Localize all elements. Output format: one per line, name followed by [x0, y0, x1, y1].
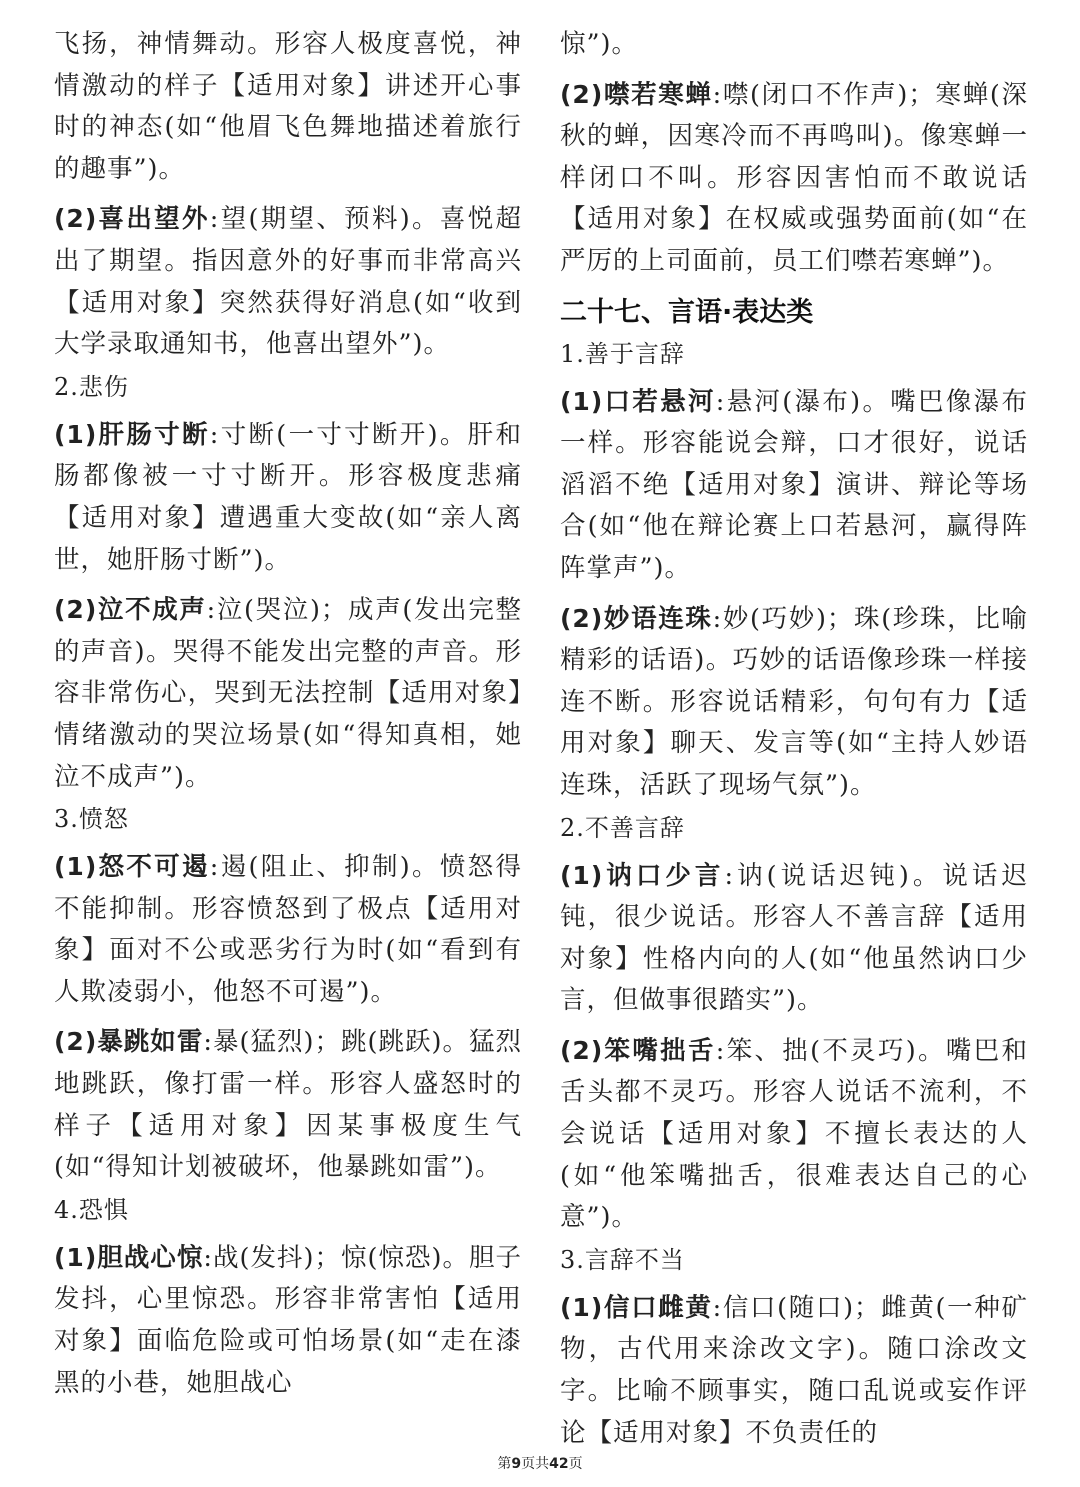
idiom-entry: [560, 1030, 1028, 1239]
idiom-term: 口若悬河: [603, 386, 716, 417]
idiom-term: 怒不可遏: [97, 852, 210, 883]
entry-number: (1): [54, 1242, 98, 1272]
entry-number: (1): [54, 419, 98, 449]
idiom-explanation: :信口(随口)；雌黄(一种矿物，古代用来涂改文字)。随口涂改文字。比喻不顾事实，随口乱说或妄作评论【适用对象】不负责任的: [560, 1292, 1028, 1448]
footer-suffix: 页: [568, 1456, 583, 1472]
idiom-explanation: :噤(闭口不作声)；寒蝉(深秋的蝉，因寒冷而不再鸣叫)。像寒蝉一样闭口不叫。形容因害怕而不敢说话【适用对象】在权威或强势面前(如“在严厉的上司面前，员工们噤若寒蝉”)。: [560, 79, 1028, 276]
entry-number: (1): [560, 386, 604, 416]
subcategory-heading: 2.悲伤: [54, 372, 129, 401]
idiom-explanation: :望(期望、预料)。喜悦超出了期望。指因意外的好事而非常高兴【适用对象】突然获得好消息(如“收到大学录取通知书，他喜出望外”)。: [54, 204, 522, 360]
left-column: [54, 24, 522, 1404]
idiom-term: 讷口少言: [603, 860, 725, 891]
subcategory-heading: 3.言辞不当: [560, 1245, 685, 1274]
subcategory-heading: 1.善于言辞: [560, 339, 685, 368]
subcategory-heading: 3.愤怒: [54, 805, 129, 834]
entry-number: (2): [54, 595, 98, 625]
entry-number: (1): [560, 860, 604, 890]
idiom-term: 喜出望外: [97, 204, 210, 235]
idiom-entry: [54, 589, 522, 798]
idiom-explanation: :笨、拙(不灵巧)。嘴巴和舌头都不灵巧。形容人说话不流利，不会说话【适用对象】不擅长表达的人(如“他笨嘴拙舌，很难表达自己的心意”)。: [560, 1035, 1028, 1233]
idiom-entry: [560, 598, 1028, 807]
idiom-term: 肝肠寸断: [97, 419, 210, 450]
idiom-term: 噤若寒蝉: [603, 79, 713, 110]
idiom-explanation: :妙(巧妙)；珠(珍珠，比喻精彩的话语)。巧妙的话语像珍珠一样接连不断。形容说话精彩，句句有力【适用对象】聊天、发言等(如“主持人妙语连珠，活跃了现场气氛”)。: [560, 603, 1028, 800]
idiom-term: 笨嘴拙舌: [603, 1035, 716, 1066]
idiom-explanation: :寸断(一寸寸断开)。肝和肠都像被一寸寸断开。形容极度悲痛【适用对象】遭遇重大变故(如“亲人离世，她肝肠寸断”)。: [54, 419, 522, 575]
idiom-term: 胆战心惊: [97, 1242, 204, 1273]
idiom-explanation: :战(发抖)；惊(惊恐)。胆子发抖，心里惊恐。形容非常害怕【适用对象】面临危险或可怕场景(如“走在漆黑的小巷，她胆战心: [54, 1242, 522, 1398]
idiom-entry: [54, 1237, 522, 1404]
continued-entry-text: 惊”)。: [560, 29, 638, 59]
right-column: [560, 24, 1028, 1454]
idiom-term: 妙语连珠: [603, 603, 713, 634]
idiom-term: 信口雌黄: [603, 1292, 713, 1323]
entry-number: (2): [560, 1035, 604, 1065]
idiom-explanation: :泣(哭泣)；成声(发出完整的声音)。哭得不能发出完整的声音。形容非常伤心，哭到无法控制【适用对象】情绪激动的哭泣场景(如“得知真相，她泣不成声”)。: [54, 595, 522, 792]
page-footer: [0, 1453, 1080, 1473]
entry-number: (2): [54, 1027, 98, 1057]
idiom-entry: [54, 846, 522, 1013]
footer-mid: 页共: [521, 1456, 550, 1472]
entry-number: (2): [560, 603, 604, 633]
idiom-entry: [560, 74, 1028, 283]
idiom-term: 暴跳如雷: [97, 1027, 204, 1058]
idiom-entry: [560, 1287, 1028, 1454]
entry-number: (1): [560, 1292, 604, 1322]
idiom-explanation: :暴(猛烈)；跳(跳跃)。猛烈地跳跃，像打雷一样。形容人盛怒时的样子【适用对象】因某事极度生气(如“得知计划被破坏，他暴跳如雷”)。: [54, 1027, 522, 1183]
section-heading: 二十七、言语·表达类: [560, 296, 814, 328]
entry-number: (2): [560, 79, 604, 109]
subcategory-heading: 4.恐惧: [54, 1195, 129, 1224]
idiom-entry: [54, 1021, 522, 1188]
continued-entry-text: 飞扬，神情舞动。形容人极度喜悦，神情激动的样子【适用对象】讲述开心事时的神态(如“他眉飞色舞地描述着旅行的趣事”)。: [54, 29, 522, 184]
footer-total-pages: 42: [549, 1456, 569, 1472]
footer-page-number: 9: [511, 1456, 522, 1472]
entry-number: (2): [54, 204, 98, 234]
idiom-explanation: :悬河(瀑布)。嘴巴像瀑布一样。形容能说会辩，口才很好，说话滔滔不绝【适用对象】演讲、辩论等场合(如“他在辩论赛上口若悬河，赢得阵阵掌声”)。: [560, 386, 1028, 583]
idiom-explanation: :遏(阻止、抑制)。愤怒得不能抑制。形容愤怒到了极点【适用对象】面对不公或恶劣行为时(如“看到有人欺凌弱小，他怒不可遏”)。: [54, 852, 522, 1007]
idiom-entry: [54, 414, 522, 581]
idiom-entry: [54, 198, 522, 365]
entry-number: (1): [54, 852, 98, 882]
idiom-explanation: :讷(说话迟钝)。说话迟钝，很少说话。形容人不善言辞【适用对象】性格内向的人(如“他虽然讷口少言，但做事很踏实”)。: [560, 860, 1028, 1016]
idiom-entry: [560, 381, 1028, 590]
subcategory-heading: 2.不善言辞: [560, 813, 685, 842]
idiom-entry: [560, 855, 1028, 1022]
idiom-term: 泣不成声: [97, 595, 207, 626]
footer-prefix: 第: [497, 1456, 512, 1472]
